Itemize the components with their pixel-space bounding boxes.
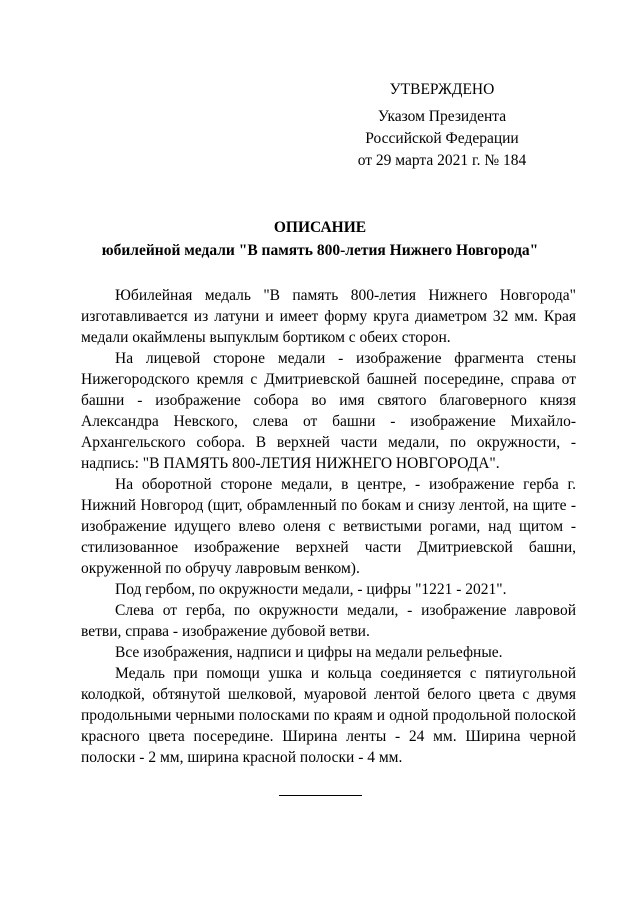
document-body <box>81 285 576 768</box>
approval-line-date: от 29 марта 2021 г. № 184 <box>357 152 527 169</box>
approval-line-federation: Российской Федерации <box>365 130 519 147</box>
paragraph-dates: Под гербом, по окружности медали, - цифры "1221 - 2021". <box>115 581 507 598</box>
approval-line-decree: Указом Президента <box>377 108 507 125</box>
end-divider <box>279 795 362 796</box>
paragraph-branches: Слева от герба, по окружности медали, - изображение лавровой ветви, справа - изображение дубовой ветви. <box>81 602 576 640</box>
paragraph-reverse: На оборотной стороне медали, в центре, - изображение герба г. Нижний Новгород (щит, обрамленный по бокам и снизу лентой, на щите - изображение идущего влево оленя с ветвистыми рогами, над щитом - стилизованное изображение верхней части Дмитриевской башни, окруженной по обручу лавровым венком). <box>81 476 576 577</box>
paragraph-obverse: На лицевой стороне медали - изображение фрагмента стены Нижегородского кремля с Дмитриевской башней посередине, справа от башни - изображение собора во имя святого благоверного князя Александра Невского, слева от башни - изображение Михайло-Архангельского собора. В верхней части медали, по окружности, - надпись: "В ПАМЯТЬ 800-ЛЕТИЯ НИЖНЕГО НОВГОРОДА". <box>81 350 576 472</box>
approval-stamp <box>322 79 562 172</box>
document-subtitle: юбилейной медали "В память 800-летия Нижнего Новгорода" <box>101 242 539 259</box>
paragraph-material: Юбилейная медаль "В память 800-летия Нижнего Новгорода" изготавливается из латуни и имеет форму круга диаметром 32 мм. Края медали окаймлены выпуклым бортиком с обеих сторон. <box>81 287 576 346</box>
paragraph-relief: Все изображения, надписи и цифры на медали рельефные. <box>115 644 503 661</box>
document-heading <box>0 216 640 262</box>
paragraph-ribbon: Медаль при помощи ушка и кольца соединяется с пятиугольной колодкой, обтянутой шелковой, муаровой лентой белого цвета с двумя продольными черными полосками по краям и одной продольной полоской красного цвета посередине. Ширина ленты - 24 мм. Ширина черной полоски - 2 мм, ширина красной полоски - 4 мм. <box>81 665 576 766</box>
approval-title: УТВЕРЖДЕНО <box>389 81 495 98</box>
document-title: ОПИСАНИЕ <box>273 219 367 236</box>
